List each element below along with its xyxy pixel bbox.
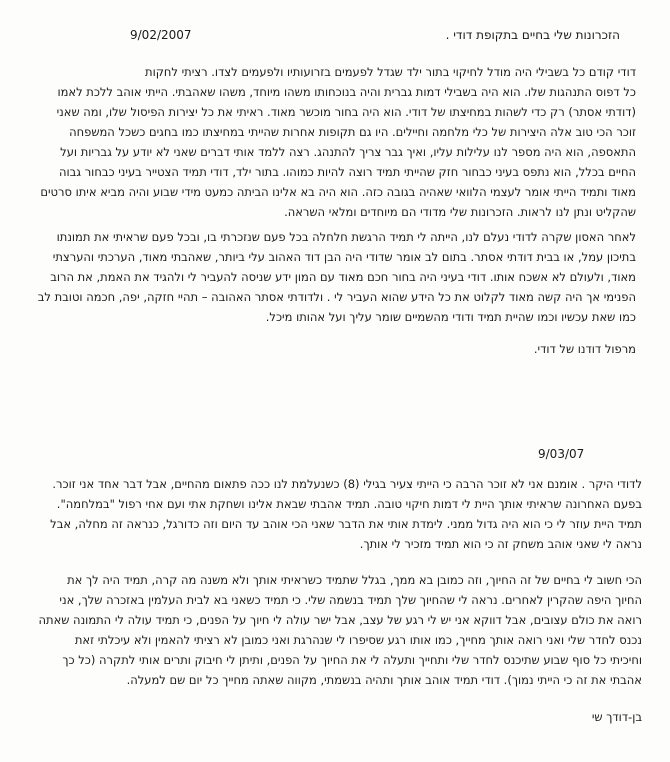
letter1-line: מאוד ותמיד הייתי אומר לעצמי הלוואי שאהיה בגובה כזה. הוא היה בא אלינו הביתה כמעט מידי שבוע והיה מביא איתו סרטים [40,185,636,199]
letter1-line: התאספה, הוא היה מספר לנו עלילות עליו, ואיך גבר צריך להתנהג. רצה ללמד אותי דברים שאני לא יודע על גבריות ועל [60,145,636,159]
letter2-line: לדודי היקר . אומנם אני לא זוכר הרבה כי הייתי צעיר בגילי (8) כשנעלמת לנו ככה פתאום מהחיים, אבל דבר אחד אני זוכר. [52,477,642,491]
letter1-date: 9/02/2007 [130,28,192,42]
letter2-signature: בן-דודך שי [591,710,642,724]
letter2-line: הכי חשוב לי בחיים של זה החיוך, וזה כמובן בא ממך, בגלל שתמיד כשראיתי אותך ולא משנה מה קרה, תמיד היה לך את [67,573,642,587]
letter1-line: הפנימי אך היה קשה מאוד לקלוט את כל הידע שהוא העביר לי . ולדודתי אסתר האהובה – תהיי חזקה, יפה, חכמה וטובת לב [37,290,636,304]
letter1-line: בתיכון עמל, או בבית דודתי אסתר. בתום לב אומר שדודי היה הבן דוד האהוב עלי ביותר, שאהבתי מאוד, הערכתי והערצתי [52,250,636,264]
letter1-signature: מרפול דודנו של דודי. [533,342,636,356]
letter2-line: וחיכיתי כל סוף שבוע שתיכנס לחדר שלי ותחייך ותעלה לי את החיוך על הפנים, ותיתן לי חיבוק ותרים אותי לתקרה (כל כך [62,653,642,667]
letter1-line: דודי קודם כל בשבילי היה מודל לחיקוי בתור ילד שגדל לפעמים בזרועותיו ולפעמים לצדו. רציתי לחקות [145,65,636,79]
letter1-line: כמו שאת עכשיו וכמו שהיית תמיד ודודי מהשמיים שומר עליך ועל אהותו מיכל. [265,310,636,324]
letter2-line: אהבתי את זה כי הייתי נמוך). דודי תמיד אוהב אותך ותהיה בנשמתי, מקווה שאתה מחייך כל יום שם למעלה. [126,673,642,687]
letter2-line: נכנס לחדר שלי ואני רואה אותך מחייך, כמו אותו רגע שסיפרו לי שנהרגת ואני כמובן לא רציתי להאמין ולא עיכלתי זאת [74,633,642,647]
letter2-line: רואה את כולם עצובים, אבל דווקא אני יש לי רגע של עצב, אבל ישר עולה לי חיוך על הפנים, כי תמיד עולה לי התמונה שאתה [38,613,642,627]
letter1-line: שהקליט ונתן לנו לראות. הזכרונות שלי מדודי הם מיוחדים ומלאי השראה. [284,205,636,219]
letter1-title: הזכרונות שלי בחיים בתקופת דודי . [445,28,620,42]
letter2-line: בפעם האחרונה שראיתי אותך היית לי דמות חיקוי טובה. תמיד אהבתי שבאת אלינו ושחקת אתי ועם אחי רפול "במלחמה". [56,497,642,511]
letter1-line: החיים בכלל, הוא נתפס בעיני כבחור חזק שהייתי תמיד רוצה להיות כמוהו. בתור ילד, דודי תמיד הצטייר בעיני כבחור גבוה [59,165,636,179]
letter2-line: נראה לי שאני אוהב משחק זה כי הוא תמיד מזכיר לי אותך. [359,537,642,551]
letter2-line: החיוך היפה שהקרין לאחרים. נראה לי שהחיוך שלך תמיד בנשמה שלי. כי תמיד כשאני בא לבית העלמין באזכרה שלך, אני [59,593,642,607]
letter1-line: מאוד, ולעולם לא אשכח אותו. דודי בעיני היה בחור חכם מאוד עם המון ידע שניסה להעביר לי ולהגיד את האמת, את הרוב [50,270,636,284]
letter1-line: לאחר האסון שקרה לדודי נעלם לנו, הייתה לי תמיד הרגשת חלחלה בכל פעם שנזכרתי בו, ובכל פעם שראיתי את תמונתו [56,230,636,244]
letter2-date: 9/03/07 [538,447,585,461]
letter1-line: זוכר הכי טוב אלה היצירות של כלי מלחמה וחיילים. היו גם תקופות אחרות שהייתי במחיצתו כמו בחגים כשכל המשפחה [69,125,636,139]
letter1-line: (דודתי אסתר) רק כדי לשהות במחיצתו של דודי. הוא היה בחור מוכשר מאוד. ראיתי את כל יצירות הפיסול שלו, ומה שאני [56,105,636,119]
letter2-line: תמיד היית עוזר לי כי הוא היה גדול ממני. לימדת אותי את הדבר שאני הכי אוהב עד היום וזה כדורגל, כנראה זה מחלה, אבל [50,517,642,531]
letter1-line: כל דפוס התנהגות שלו. הוא היה בשבילי דמות גברית והיה בנוכחותו משהו מיוחד, משהו שאהבתי. הייתי אוהב ללכת לאמו [57,85,636,99]
